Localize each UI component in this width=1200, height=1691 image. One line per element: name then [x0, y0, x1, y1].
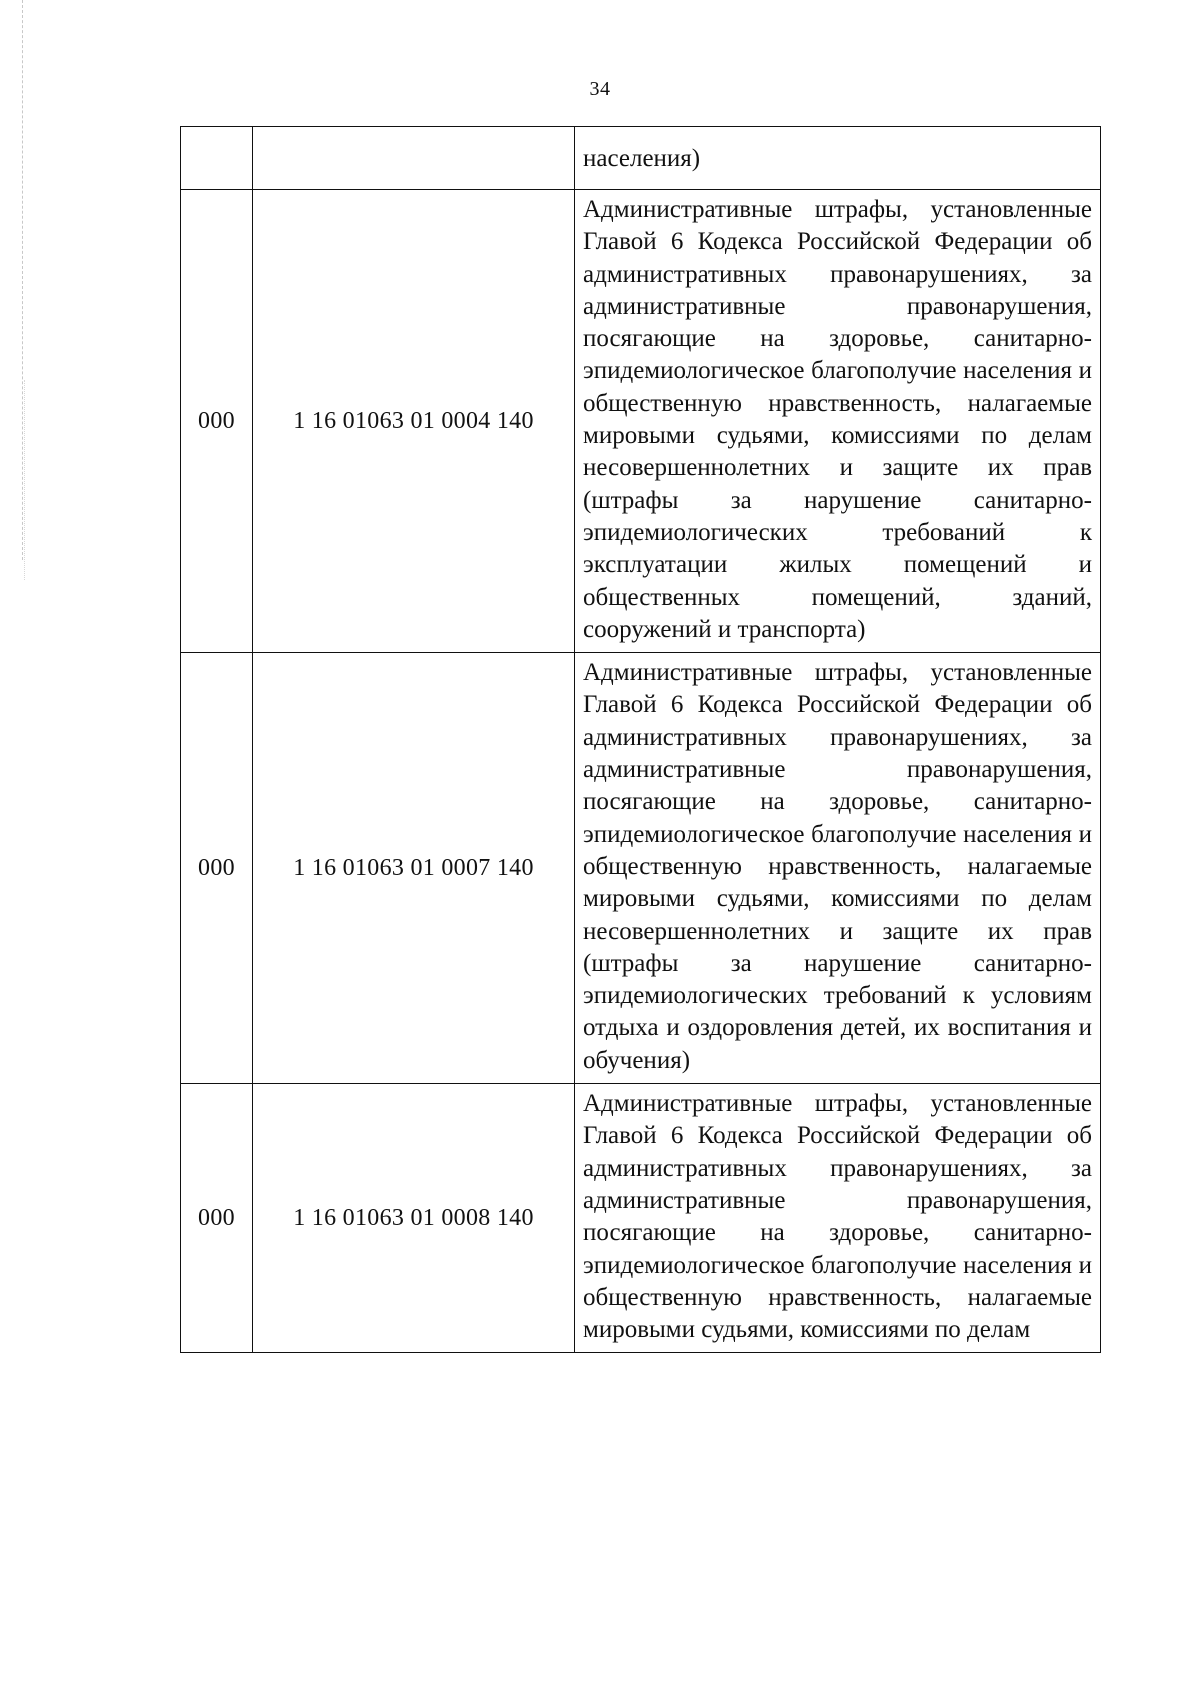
description-text: Административные штрафы, установленные Главой 6 Кодекса Российской Федерации об административных правонарушениях, за административные правонарушения, посягающие на здоровье, санитарно-эпидемиологическое благополучие населения и общественную нравственность, налагаемые мировыми судьями, комиссиями по делам [583, 1090, 1092, 1344]
kbk-cell: 1 16 01063 01 0007 140 [253, 653, 575, 1084]
description-text: населения) [583, 144, 701, 172]
scan-edge-mark-secondary [24, 380, 25, 580]
description-text: Административные штрафы, установленные Главой 6 Кодекса Российской Федерации об административных правонарушениях, за административные правонарушения, посягающие на здоровье, санитарно-эпидемиологическое благополучие населения и общественную нравственность, налагаемые мировыми судьями, комиссиями по делам несовершеннолетних и защите их прав (штрафы за нарушение санитарно-эпидемиологических требований к эксплуатации жилых помещений и общественных помещений, зданий, сооружений и транспорта) [583, 196, 1092, 643]
table-row [181, 1084, 1101, 1353]
admin-code-cell [181, 127, 253, 190]
kbk-cell: 1 16 01063 01 0008 140 [253, 1084, 575, 1353]
page-number: 34 [589, 78, 611, 100]
description-text: Административные штрафы, установленные Главой 6 Кодекса Российской Федерации об административных правонарушениях, за административные правонарушения, посягающие на здоровье, санитарно-эпидемиологическое благополучие населения и общественную нравственность, налагаемые мировыми судьями, комиссиями по делам несовершеннолетних и защите их прав (штрафы за нарушение санитарно-эпидемиологических требований к условиям отдыха и оздоровления детей, их воспитания и обучения) [583, 659, 1092, 1074]
description-cell [575, 190, 1101, 653]
admin-code-cell: 000 [181, 1084, 253, 1353]
table-row-continuation [181, 127, 1101, 190]
description-cell [575, 653, 1101, 1084]
admin-code-cell: 000 [181, 653, 253, 1084]
description-cell [575, 1084, 1101, 1353]
kbk-cell: 1 16 01063 01 0004 140 [253, 190, 575, 653]
table-row [181, 653, 1101, 1084]
budget-codes-table [180, 126, 1101, 1353]
table-row [181, 190, 1101, 653]
kbk-cell [253, 127, 575, 190]
admin-code-cell: 000 [181, 190, 253, 653]
description-cell [575, 127, 1101, 190]
